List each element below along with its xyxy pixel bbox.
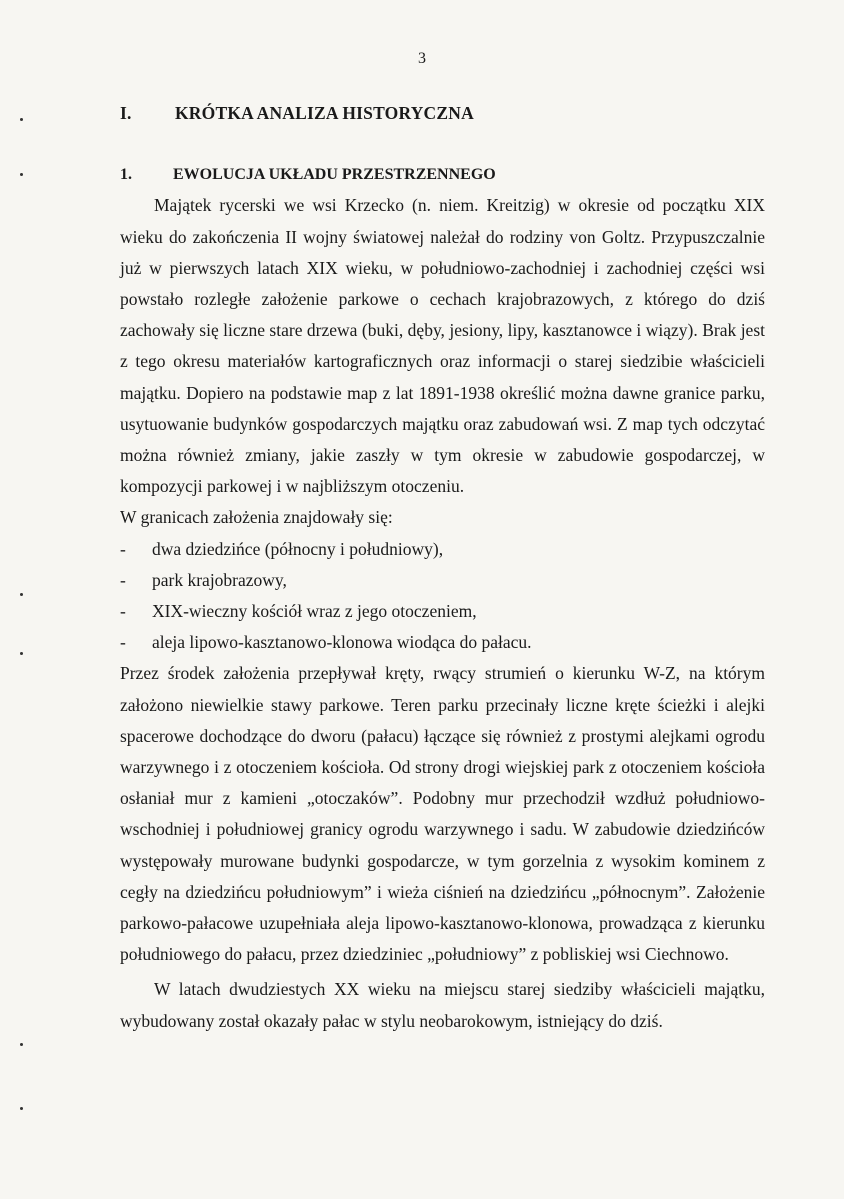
list-dash: - (120, 569, 126, 590)
scan-speck (20, 118, 23, 121)
list-dash: - (120, 601, 126, 622)
subsection-number: 1. (120, 166, 132, 184)
list-item: - XIX-wieczny kościół wraz z jego otoczeniem, (120, 596, 765, 627)
subsection-heading (120, 159, 765, 190)
list-item: - park krajobrazowy, (120, 565, 765, 596)
paragraph-palace: W latach dwudziestych XX wieku na miejscu starej siedziby właścicieli majątku, wybudowany został okazały pałac w stylu neobarokowym, istniejący do dziś. (120, 979, 765, 1031)
list-item: - dwa dziedzińce (północny i południowy), (120, 534, 765, 565)
document-body (120, 98, 765, 1037)
list-dash: - (120, 632, 126, 653)
scan-speck (20, 1107, 23, 1110)
scan-speck (20, 593, 23, 596)
paragraph-history: Majątek rycerski we wsi Krzecko (n. niem. Kreitzig) w okresie od początku XIX wieku do zakończenia II wojny światowej należał do rodziny von Goltz. Przypuszczalnie już w pierwszych latach XIX wieku, w południowo-zachodniej i zachodniej części wsi powstało rozległe założenie parkowe o cechach krajobrazowych, z którego do dziś zachowały się liczne stare drzewa (buki, dęby, jesiony, lipy, kasztanowce i wiązy). Brak jest z tego okresu materiałów kartograficznych oraz informacji o starej siedzibie właścicieli majątku. Dopiero na podstawie map z lat 1891-1938 określić można dawne granice parku, usytuowanie budynków gospodarczych majątku oraz zabudowań wsi. Z map tych odczytać można również zmiany, jakie zaszły w tym okresie w zabudowie gospodarczej, w kompozycji parkowej i w najbliższym otoczeniu. (120, 195, 765, 497)
section-number: I. (120, 103, 132, 123)
page-number: 3 (418, 50, 426, 67)
scan-speck (20, 173, 23, 176)
subsection-title: EWOLUCJA UKŁADU PRZESTRZENNEGO (173, 166, 496, 184)
section-heading (120, 98, 765, 129)
scan-speck (20, 652, 23, 655)
paragraph-list-intro: W granicach założenia znajdowały się: (120, 507, 393, 528)
feature-list (120, 534, 765, 659)
scan-speck (20, 1043, 23, 1046)
list-item: - aleja lipowo-kasztanowo-klonowa wiodąca do pałacu. (120, 627, 765, 658)
paragraph-layout: Przez środek założenia przepływał kręty, rwący strumień o kierunku W-Z, na którym założono niewielkie stawy parkowe. Teren parku przecinały liczne kręte ścieżki i alejki spacerowe dochodzące do dworu (pałacu) łączące się również z prostymi alejkami ogrodu warzywnego i z otoczeniem kościoła. Od strony drogi wiejskiej park z otoczeniem kościoła osłaniał mur z kamieni „otoczaków”. Podobny mur przechodził wzdłuż południowo-wschodniej i południowej granicy ogrodu warzywnego i sadu. W zabudowie dziedzińców występowały murowane budynki gospodarcze, w tym gorzelnia z wysokim kominem z cegły na dziedzińcu południowym” i wieża ciśnień na dziedzińcu „północnym”. Założenie parkowo-pałacowe uzupełniała aleja lipowo-kasztanowo-klonowa, prowadząca z kierunku południowego do pałacu, przez dziedziniec „południowy” z pobliskiej wsi Ciechnowo. (120, 663, 765, 965)
list-dash: - (120, 538, 126, 559)
section-title: KRÓTKA ANALIZA HISTORYCZNA (175, 103, 474, 123)
